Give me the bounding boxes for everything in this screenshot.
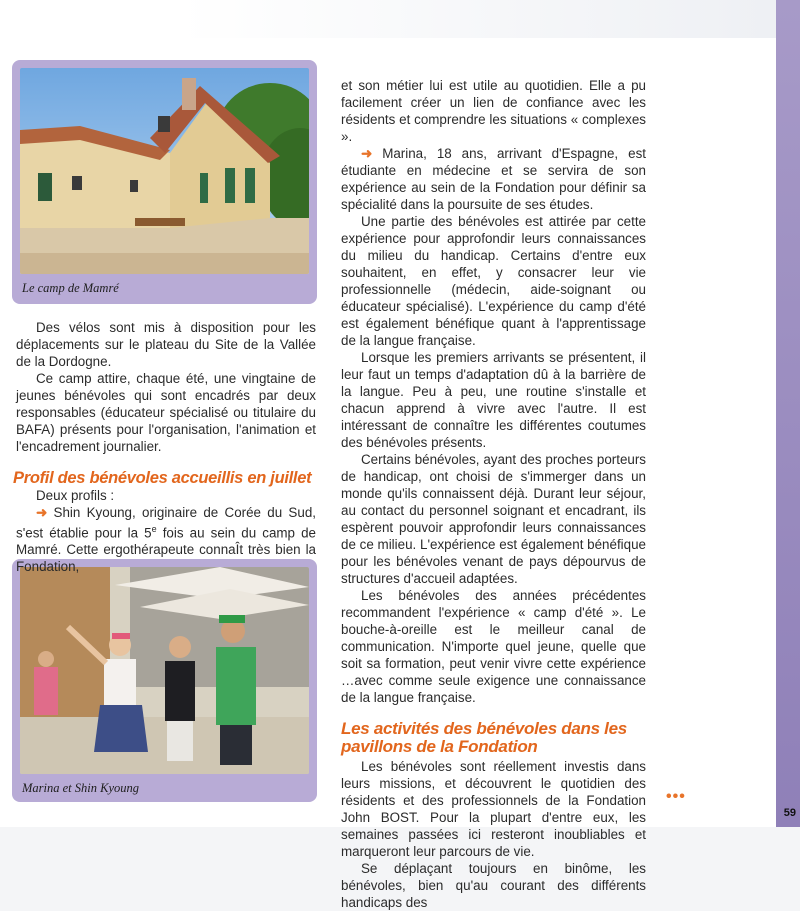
left-column — [13, 319, 316, 575]
paragraph: Certains bénévoles, ayant des proches porteurs de handicap, ont choisi de s'immerger dans un monde qu'ils connaissent déjà. Durant leur séjour, au contact du personnel soignant et encadrant, ils espèrent pouvoir approfondir leurs connaissances de ce milieu. L'expérience est également bénéfique pour les bénévoles venant de pays dépourvus de structures d'accueil adaptées. — [341, 452, 646, 586]
volunteers-photo — [20, 567, 309, 774]
side-stripe — [776, 0, 800, 827]
camp-house-illustration — [20, 68, 309, 274]
paragraph: Une partie des bénévoles est attirée par cette expérience pour approfondir leurs connaissances du milieu du handicap. Certains d'entre eux souhaitent, en effet, y consacrer leur vie professionnelle (médecin, aide-soignant ou éducateur spécialisé). L'expérience du camp d'été est également bénéfique quant à l'apprentissage de la langue française. — [341, 214, 646, 348]
figure-volunteers — [12, 559, 317, 802]
profile-marina — [341, 145, 646, 213]
figure-camp — [12, 60, 317, 304]
page-number: 59 — [783, 807, 796, 819]
profile-text: Shin Kyoung, originaire de Corée du Sud, s'est établie pour la 5 — [16, 505, 316, 541]
figure-caption: Le camp de Mamré — [22, 281, 119, 295]
paragraph: Les bénévoles sont réellement investis dans leurs missions, et découvrent le quotidien des résidents et des professionnels de la Fondation John BOST. Pour la plupart d'entre eux, les semaines passées ici resteront inoubliables et marqueront leur parcours de vie. — [341, 759, 646, 859]
section-title-line: Les activités des bénévoles dans les — [341, 719, 627, 738]
paragraph: et son métier lui est utile au quotidien. Elle a pu facilement créer un lien de confiance avec les résidents et comprendre les situations « complexes ». — [341, 78, 646, 144]
top-band — [180, 0, 776, 38]
paragraph: Ce camp attire, chaque été, une vingtaine de jeunes bénévoles qui sont encadrés par deux responsables (éducateur spécialisé ou titulaire du BAFA) présents pour l'organisation, l'animation et l'encadrement journalier. — [16, 371, 316, 454]
section-title-line: pavillons de la Fondation — [341, 737, 538, 756]
orange-arrow-icon: ➜ — [361, 146, 373, 161]
profile-text: fois au sein du camp de Mamré. Cette ergothérapeute connaÎt très bien la Fondation, — [16, 525, 316, 575]
volunteers-illustration — [20, 567, 309, 774]
section-title-activities — [341, 720, 646, 756]
paragraph: Des vélos sont mis à disposition pour les déplacements sur le plateau du Site de la Vallée de la Dordogne. — [16, 320, 316, 369]
profile-shin — [16, 504, 316, 575]
figure-caption: Marina et Shin Kyoung — [22, 781, 140, 795]
right-column — [341, 77, 646, 911]
orange-arrow-icon: ➜ — [36, 505, 48, 520]
paragraph: Lorsque les premiers arrivants se présentent, il leur faut un temps d'adaptation dû à la barrière de la langue. Peu à peu, une routine s'installe et chacun apprend à vivre avec l'autre. Il est intéressant de connaître les différentes coutumes des bénévoles présents. — [341, 350, 646, 450]
paragraph: Les bénévoles des années précédentes recommandent l'expérience « camp d'été ». Le bouche-à-oreille est le meilleur canal de communication. N'importe quel jeune, quelle que soit sa formation, peut venir vivre cette expérience …avec comme seule exigence une connaissance de la langue française. — [341, 588, 646, 705]
profile-text: Marina, 18 ans, arrivant d'Espagne, est étudiante en médecine et se servira de son expérience au sein de la Fondation pour définir sa spécialité dans la poursuite de ses études. — [341, 146, 646, 212]
section-title-profiles: Profil des bénévoles accueillis en juillet — [13, 469, 312, 487]
continuation-dots: ••• — [666, 788, 686, 805]
camp-photo — [20, 68, 309, 274]
superscript: e — [151, 524, 157, 534]
paragraph: Deux profils : — [36, 488, 115, 503]
paragraph: Se déplaçant toujours en binôme, les bénévoles, bien qu'au courant des différents handicaps des — [341, 861, 646, 910]
